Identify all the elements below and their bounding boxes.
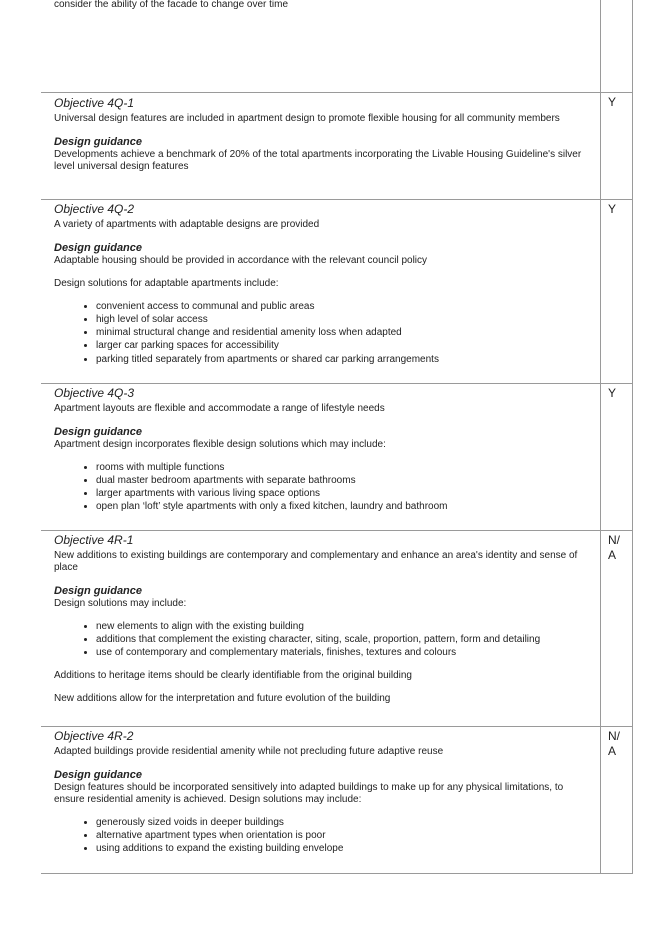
guidance-bullet-list [54,816,586,856]
objective-title: Objective 4R-1 [54,532,134,547]
list-item: • dual master bedroom apartments with separate bathrooms [96,474,586,487]
list-item: • use of contemporary and complementary materials, finishes, textures and colours [96,646,586,659]
list-item: • minimal structural change and residential amenity loss when adapted [96,326,586,339]
design-guidance-heading: Design guidance [54,425,143,438]
objective-cell [41,383,600,530]
design-guidance-heading: Design guidance [54,768,143,781]
guidance-paragraph: Design solutions may include: [54,597,187,609]
compliance-cell: Y [600,92,632,199]
objective-cell [41,92,600,199]
list-item: • convenient access to communal and public areas [96,300,586,313]
guidance-paragraph: Design solutions for adaptable apartments include: [54,277,279,289]
objective-title: Objective 4Q-3 [54,385,135,400]
design-guidance-heading: Design guidance [54,241,143,254]
objective-statement: Adapted buildings provide residential amenity while not precluding future adaptive reuse [54,745,444,757]
design-objectives-table [41,0,633,874]
guidance-paragraph: Apartment design incorporates flexible design solutions which may include: [54,438,386,450]
objective-title: Objective 4Q-2 [54,201,135,216]
guidance-bullet-list [54,300,586,366]
guidance-paragraph: Additions to heritage items should be clearly identifiable from the original building [54,670,412,682]
list-item: • larger car parking spaces for accessibility [96,339,586,352]
list-item: • using additions to expand the existing building envelope [96,842,586,855]
compliance-cell: Y [600,199,632,383]
compliance-value: N/ A [607,728,620,758]
guidance-bullet-list [54,461,586,514]
list-item: • alternative apartment types when orientation is poor [96,829,586,842]
guidance-paragraph: New additions allow for the interpretation and future evolution of the building [54,693,391,705]
design-guidance-heading: Design guidance [54,584,143,597]
list-item: • high level of solar access [96,313,586,326]
compliance-cell: Y [600,383,632,530]
list-item: • larger apartments with various living space options [96,487,586,500]
objective-cell [41,530,600,726]
objective-cell [41,0,600,92]
table-row [41,530,633,726]
table-row [41,383,633,530]
objective-cell [41,726,600,873]
compliance-cell [600,0,632,92]
list-item: • new elements to align with the existing building [96,620,586,633]
guidance-bullet-list [54,620,586,660]
compliance-cell [600,726,632,873]
list-item: • parking titled separately from apartments or shared car parking arrangements [96,353,586,366]
objective-statement: New additions to existing buildings are contemporary and complementary and enhance an area's identity and sense of place [54,549,578,573]
table-row [41,92,633,199]
objective-statement: A variety of apartments with adaptable designs are provided [54,218,320,230]
objective-statement: Universal design features are included in apartment design to promote flexible housing for all community members [54,112,560,124]
table-row [41,0,633,92]
design-guidance-heading: Design guidance [54,135,143,148]
guidance-paragraph: Design features should be incorporated sensitively into adapted buildings to make up for any physical limitations, to ensure residential amenity is achieved. Design solutions may include: [54,781,564,805]
table-row [41,726,633,873]
guidance-paragraph: Developments achieve a benchmark of 20% of the total apartments incorporating the Livable Housing Guideline's silver level universal design features [54,148,582,172]
guidance-paragraph: Adaptable housing should be provided in accordance with the relevant council policy [54,254,428,266]
table-row [41,199,633,383]
list-item: • additions that complement the existing character, siting, scale, proportion, pattern, form and detailing [96,633,586,646]
objective-title: Objective 4Q-1 [54,95,135,110]
objective-title: Objective 4R-2 [54,728,134,743]
compliance-cell [600,530,632,726]
compliance-value: N/ A [607,532,620,562]
continuation-text: consider the ability of the facade to change over time [54,0,289,10]
objective-cell [41,199,600,383]
list-item: • generously sized voids in deeper buildings [96,816,586,829]
list-item: • rooms with multiple functions [96,461,586,474]
list-item: • open plan ‘loft’ style apartments with only a fixed kitchen, laundry and bathroom [96,500,586,513]
objective-statement: Apartment layouts are flexible and accommodate a range of lifestyle needs [54,402,385,414]
